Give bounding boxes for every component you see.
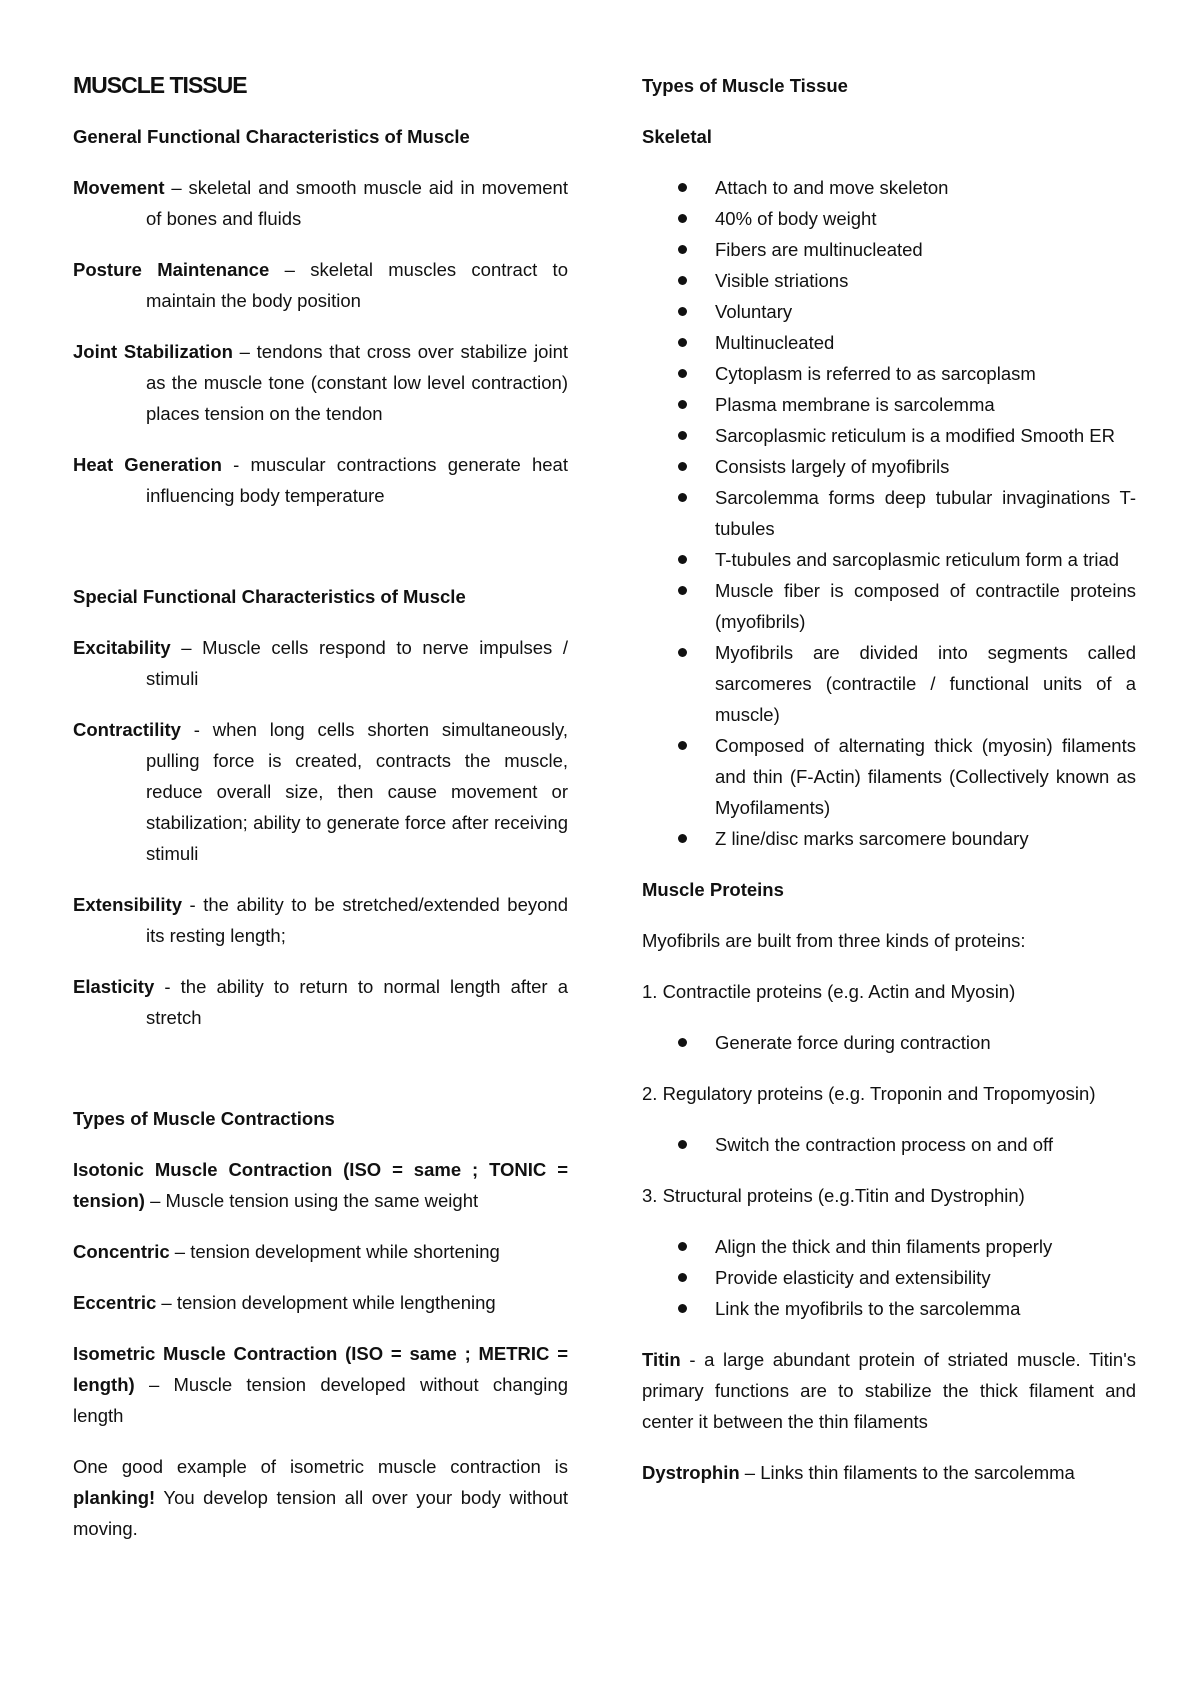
definition-text: – tendons that cross over stabilize joint as the muscle tone (constant low level contraction) places tension on the tendon <box>146 341 569 424</box>
bullet-icon <box>678 1242 687 1251</box>
definition-text: - when long cells shorten simultaneously, pulling force is created, contracts the muscle, reduce overall size, then cause movement or stabilization; ability to generate force after receiving stimuli <box>146 719 568 864</box>
list-item <box>642 1262 1136 1293</box>
definition-text: – Muscle tension using the same weight <box>144 1190 479 1211</box>
list-item <box>642 482 1136 544</box>
example-text: One good example of isometric muscle contraction is <box>73 1456 568 1477</box>
list-item <box>642 637 1136 730</box>
isotonic-definition <box>73 1154 568 1216</box>
definition-text: - a large abundant protein of striated muscle. Titin's primary functions are to stabilize the thick filament and center it between the thin filaments <box>642 1349 1136 1432</box>
bullet-icon <box>678 493 687 502</box>
definition-movement <box>73 172 568 234</box>
bullet-icon <box>678 834 687 843</box>
proteins-intro: Myofibrils are built from three kinds of proteins: <box>642 930 1026 951</box>
definition-joint-stabilization <box>73 336 568 429</box>
right-column <box>642 70 1136 1508</box>
list-item-text: Sarcolemma forms deep tubular invaginations T-tubules <box>715 487 1136 539</box>
definition-term: Contractility <box>73 719 181 740</box>
definition-term: Heat Generation <box>73 454 222 475</box>
general-characteristics-list <box>73 172 568 511</box>
definition-text: – skeletal and smooth muscle aid in movement of bones and fluids <box>146 177 568 229</box>
list-item <box>642 172 1136 203</box>
list-item-text: 40% of body weight <box>715 208 877 229</box>
bullet-icon <box>678 1304 687 1313</box>
definition-excitability <box>73 632 568 694</box>
concentric-definition <box>73 1236 568 1267</box>
list-item <box>642 575 1136 637</box>
bullet-icon <box>678 369 687 378</box>
list-item <box>642 327 1136 358</box>
bullet-icon <box>678 1038 687 1047</box>
bullet-icon <box>678 741 687 750</box>
muscle-proteins-heading: Muscle Proteins <box>642 879 784 900</box>
dystrophin-definition <box>642 1457 1136 1488</box>
definition-contractility <box>73 714 568 869</box>
definition-text: – tension development while shortening <box>169 1241 500 1262</box>
bullet-icon <box>678 1273 687 1282</box>
planking-example <box>73 1451 568 1544</box>
list-item-text: Cytoplasm is referred to as sarcoplasm <box>715 363 1036 384</box>
list-item <box>642 358 1136 389</box>
list-item-text: Myofibrils are divided into segments called sarcomeres (contractile / functional units of a muscle) <box>715 642 1136 725</box>
definition-text: - the ability to be stretched/extended beyond its resting length; <box>146 894 568 946</box>
list-item <box>642 234 1136 265</box>
bullet-icon <box>678 555 687 564</box>
general-characteristics-heading: General Functional Characteristics of Muscle <box>73 126 470 147</box>
bullet-icon <box>678 1140 687 1149</box>
definition-term: Excitability <box>73 637 171 658</box>
list-item <box>642 1027 1136 1058</box>
spacer <box>73 531 568 581</box>
definition-term: Movement <box>73 177 165 198</box>
definition-text: – Links thin filaments to the sarcolemma <box>739 1462 1075 1483</box>
list-item <box>642 1231 1136 1262</box>
regulatory-proteins-label: 2. Regulatory proteins (e.g. Troponin and Tropomyosin) <box>642 1083 1096 1104</box>
list-item <box>642 389 1136 420</box>
bullet-icon <box>678 245 687 254</box>
definition-term: Dystrophin <box>642 1462 740 1483</box>
list-item-text: Sarcoplasmic reticulum is a modified Smooth ER <box>715 425 1115 446</box>
left-column <box>73 70 568 1564</box>
skeletal-heading: Skeletal <box>642 126 712 147</box>
contractile-list <box>642 1027 1136 1058</box>
definition-text: – Muscle tension developed without changing length <box>73 1374 568 1426</box>
bullet-icon <box>678 586 687 595</box>
list-item <box>642 265 1136 296</box>
list-item-text: Composed of alternating thick (myosin) filaments and thin (F-Actin) filaments (Collectively known as Myofilaments) <box>715 735 1136 818</box>
list-item-text: Multinucleated <box>715 332 835 353</box>
isometric-definition <box>73 1338 568 1431</box>
list-item-text: Consists largely of myofibrils <box>715 456 950 477</box>
list-item-text: Switch the contraction process on and off <box>715 1134 1053 1155</box>
bullet-icon <box>678 431 687 440</box>
list-item-text: Link the myofibrils to the sarcolemma <box>715 1298 1021 1319</box>
special-characteristics-heading: Special Functional Characteristics of Muscle <box>73 586 466 607</box>
bullet-icon <box>678 338 687 347</box>
definition-text: – skeletal muscles contract to maintain the body position <box>146 259 568 311</box>
definition-term: Titin <box>642 1349 681 1370</box>
structural-list <box>642 1231 1136 1324</box>
special-characteristics-list <box>73 632 568 1033</box>
definition-posture-maintenance <box>73 254 568 316</box>
definition-term: Eccentric <box>73 1292 157 1313</box>
example-emphasis: planking! <box>73 1487 156 1508</box>
bullet-icon <box>678 183 687 192</box>
bullet-icon <box>678 648 687 657</box>
contractions-heading: Types of Muscle Contractions <box>73 1108 335 1129</box>
definition-text: – tension development while lengthening <box>156 1292 496 1313</box>
contractile-proteins-label: 1. Contractile proteins (e.g. Actin and Myosin) <box>642 981 1016 1002</box>
definition-text: – Muscle cells respond to nerve impulses / stimuli <box>146 637 568 689</box>
list-item-text: Z line/disc marks sarcomere boundary <box>715 828 1029 849</box>
titin-definition <box>642 1344 1136 1437</box>
definition-term: Concentric <box>73 1241 170 1262</box>
list-item <box>642 544 1136 575</box>
skeletal-list <box>642 172 1136 854</box>
definition-text: - muscular contractions generate heat influencing body temperature <box>146 454 568 506</box>
list-item-text: Provide elasticity and extensibility <box>715 1267 991 1288</box>
list-item <box>642 451 1136 482</box>
definition-text: - the ability to return to normal length after a stretch <box>146 976 568 1028</box>
definition-term: Posture Maintenance <box>73 259 270 280</box>
regulatory-list <box>642 1129 1136 1160</box>
definition-term: Isotonic Muscle Contraction (ISO = same ; TONIC = tension) <box>73 1159 568 1211</box>
list-item-text: Plasma membrane is sarcolemma <box>715 394 995 415</box>
muscle-tissue-types-heading: Types of Muscle Tissue <box>642 75 848 96</box>
list-item-text: Align the thick and thin filaments properly <box>715 1236 1053 1257</box>
definition-extensibility <box>73 889 568 951</box>
definition-term: Elasticity <box>73 976 155 997</box>
list-item <box>642 823 1136 854</box>
list-item-text: Visible striations <box>715 270 849 291</box>
eccentric-definition <box>73 1287 568 1318</box>
spacer <box>73 1053 568 1103</box>
list-item-text: Muscle fiber is composed of contractile proteins (myofibrils) <box>715 580 1136 632</box>
bullet-icon <box>678 307 687 316</box>
list-item <box>642 1293 1136 1324</box>
bullet-icon <box>678 214 687 223</box>
definition-term: Isometric Muscle Contraction (ISO = same ; METRIC = length) <box>73 1343 568 1395</box>
list-item <box>642 1129 1136 1160</box>
list-item <box>642 203 1136 234</box>
list-item <box>642 296 1136 327</box>
list-item-text: Generate force during contraction <box>715 1032 991 1053</box>
bullet-icon <box>678 400 687 409</box>
bullet-icon <box>678 276 687 285</box>
structural-proteins-label: 3. Structural proteins (e.g.Titin and Dystrophin) <box>642 1185 1025 1206</box>
list-item-text: Attach to and move skeleton <box>715 177 949 198</box>
list-item <box>642 730 1136 823</box>
definition-heat-generation <box>73 449 568 511</box>
list-item-text: Voluntary <box>715 301 793 322</box>
definition-term: Joint Stabilization <box>73 341 233 362</box>
definition-elasticity <box>73 971 568 1033</box>
list-item-text: Fibers are multinucleated <box>715 239 923 260</box>
list-item-text: T-tubules and sarcoplasmic reticulum form a triad <box>715 549 1120 570</box>
list-item <box>642 420 1136 451</box>
document-title: MUSCLE TISSUE <box>73 72 247 98</box>
definition-term: Extensibility <box>73 894 182 915</box>
example-text: You develop tension all over your body without moving. <box>73 1487 568 1539</box>
bullet-icon <box>678 462 687 471</box>
